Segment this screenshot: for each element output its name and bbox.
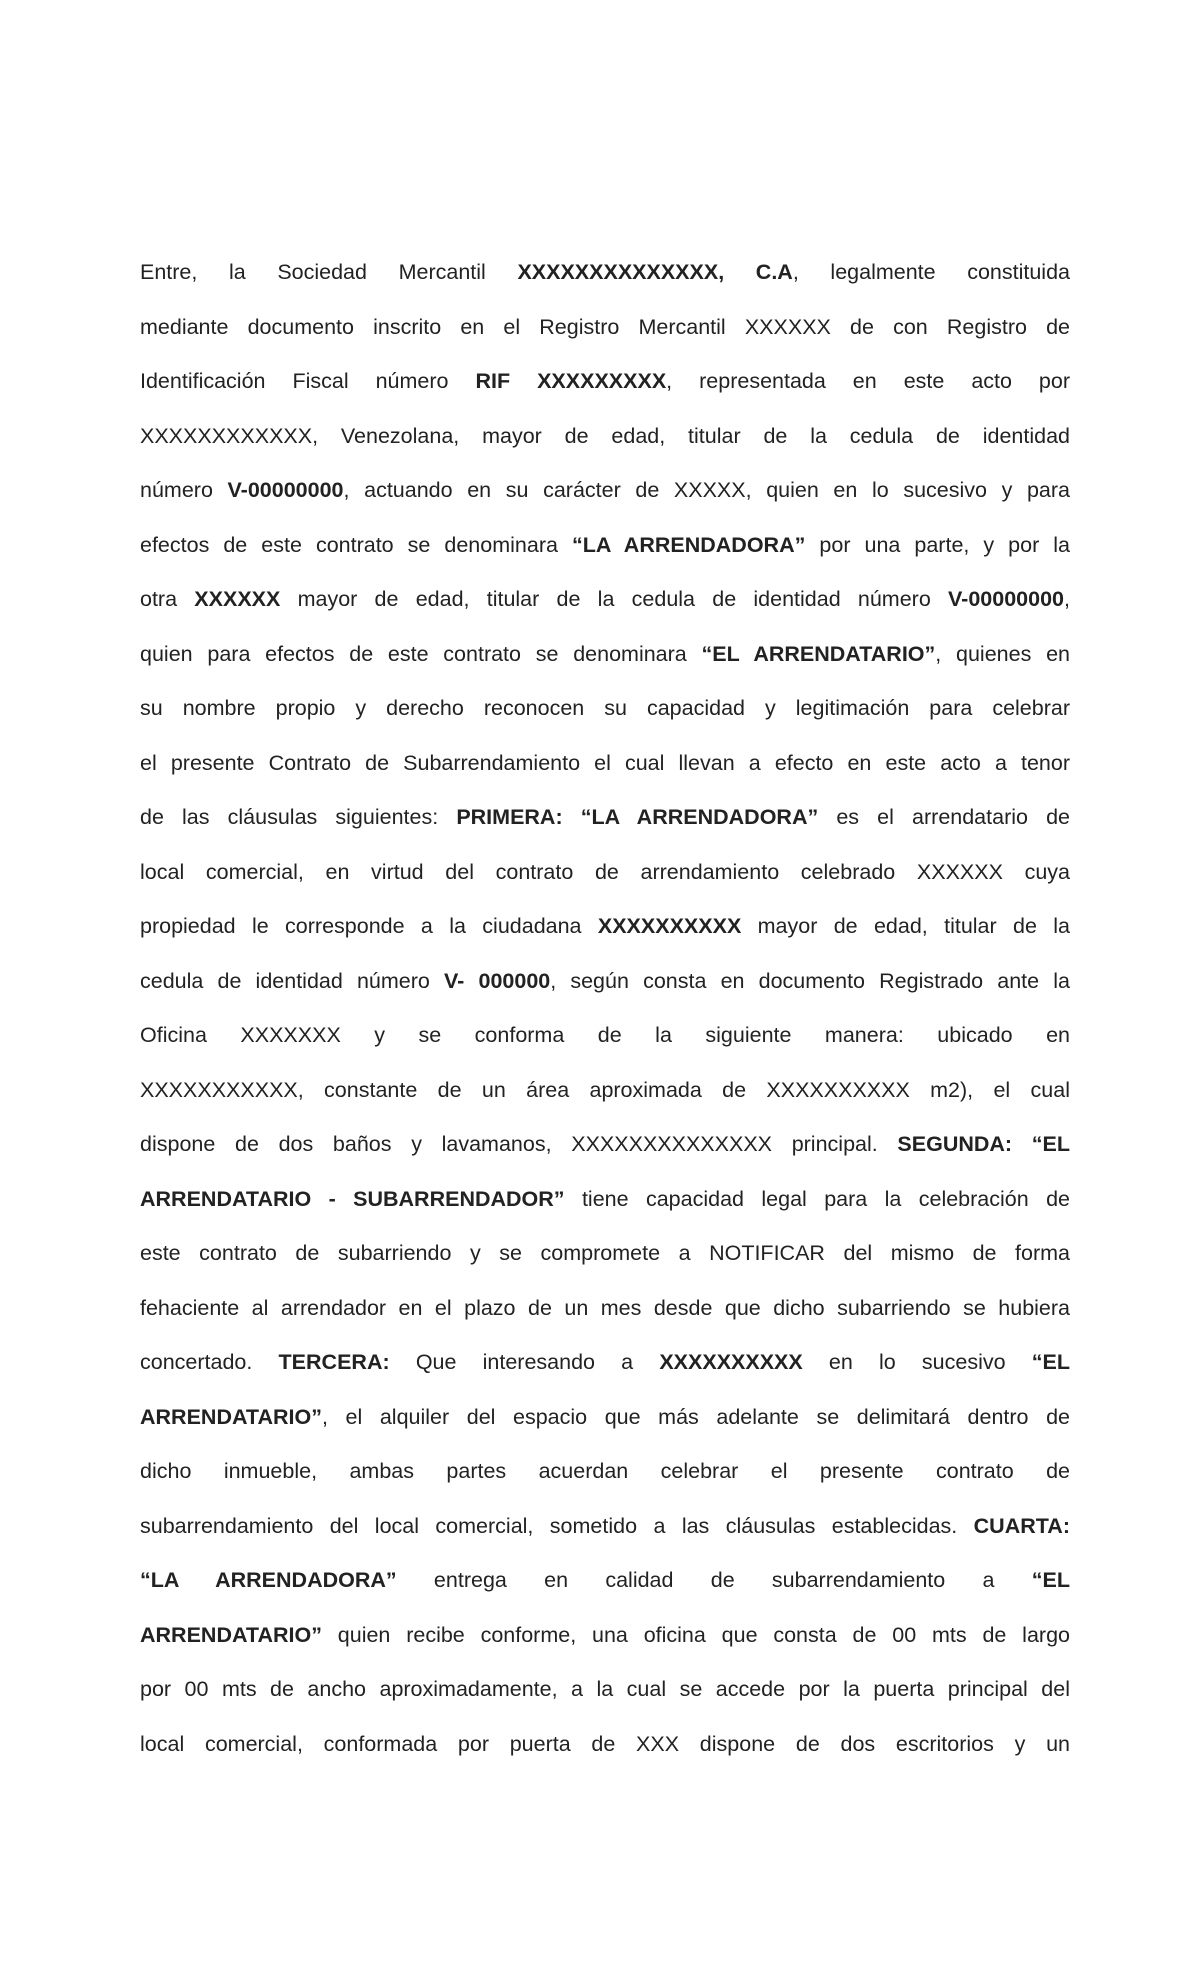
text-run: otra [140, 587, 195, 611]
text-line [140, 409, 1070, 464]
bold-text-run: ARRENDATARIO” [140, 1404, 322, 1429]
text-run: por una parte, y por la [805, 532, 1071, 557]
text-line [140, 1226, 1070, 1281]
text-run: su nombre propio y derecho reconocen su capacidad y legitimación para celebrar [140, 696, 1070, 720]
text-line [140, 1063, 1070, 1118]
text-line [140, 1553, 1070, 1608]
text-run: mayor de edad, titular de la [741, 914, 1071, 938]
bold-text-run: CUARTA: [973, 1513, 1070, 1538]
text-line [140, 1499, 1070, 1554]
text-run: XXXXXXXXXXX, constante de un área aproximada de XXXXXXXXXX m2), el cual [140, 1077, 1070, 1102]
bold-text-run: TERCERA: [278, 1350, 390, 1374]
bold-text-run: SEGUNDA: “EL [897, 1132, 1070, 1156]
text-line [140, 899, 1070, 954]
text-run: dispone de dos baños y lavamanos, XXXXXXXXXXXXXX principal. [140, 1132, 898, 1156]
bold-text-run: XXXXXXXXXXXXXX, C.A [517, 260, 793, 284]
text-line [140, 1117, 1070, 1172]
text-run: este contrato de subarriendo y se compromete a NOTIFICAR del mismo de forma [140, 1241, 1070, 1265]
text-run: , representada en este acto por [666, 369, 1071, 393]
bold-text-run: PRIMERA: “LA ARRENDADORA” [456, 805, 819, 829]
text-run: , según consta en documento Registrado ante la [550, 968, 1070, 993]
text-run: Identificación Fiscal número [140, 369, 476, 393]
text-run: número [140, 478, 228, 502]
bold-text-run: V-00000000 [227, 478, 344, 502]
text-run: de las cláusulas siguientes: [140, 805, 457, 829]
text-run: , actuando en su carácter de XXXXX, quien en lo sucesivo y para [343, 478, 1070, 502]
bold-text-run: RIF XXXXXXXXX [475, 369, 667, 393]
text-line [140, 736, 1070, 791]
text-line [140, 354, 1070, 409]
text-run: , [1064, 587, 1070, 611]
text-run: mediante documento inscrito en el Registro Mercantil XXXXXX de con Registro de [140, 314, 1070, 339]
text-line [140, 1172, 1070, 1227]
bold-text-run: XXXXXX [194, 587, 281, 611]
text-run: , el alquiler del espacio que más adelante se delimitará dentro de [321, 1404, 1070, 1429]
text-run: por 00 mts de ancho aproximadamente, a la cual se accede por la puerta principal del [140, 1677, 1070, 1701]
text-line [140, 518, 1070, 573]
text-line [140, 572, 1070, 627]
bold-text-run: ARRENDATARIO” [140, 1622, 322, 1647]
text-line [140, 300, 1070, 355]
bold-text-run: XXXXXXXXXX [659, 1350, 803, 1374]
text-line [140, 1281, 1070, 1336]
bold-text-run: “EL [1031, 1350, 1070, 1374]
text-line [140, 681, 1070, 736]
text-run: dicho inmueble, ambas partes acuerdan celebrar el presente contrato de [140, 1459, 1070, 1483]
bold-text-run: “EL ARRENDATARIO” [701, 641, 936, 666]
text-run: efectos de este contrato se denominara [140, 532, 572, 557]
text-line [140, 790, 1070, 845]
bold-text-run: “EL [1031, 1568, 1070, 1592]
text-run: local comercial, conformada por puerta de XXX dispone de dos escritorios y un [140, 1731, 1070, 1756]
text-line [140, 1608, 1070, 1663]
text-run: , legalmente constituida [792, 260, 1070, 284]
text-line [140, 845, 1070, 900]
text-run: subarrendamiento del local comercial, sometido a las cláusulas establecidas. [140, 1513, 974, 1538]
text-line [140, 1662, 1070, 1717]
text-line [140, 245, 1070, 300]
text-line [140, 1390, 1070, 1445]
text-line [140, 954, 1070, 1009]
text-run: mayor de edad, titular de la cedula de identidad número [280, 587, 949, 611]
text-line [140, 1444, 1070, 1499]
text-line [140, 1008, 1070, 1063]
text-run: quien para efectos de este contrato se denominara [140, 641, 702, 666]
text-run: , quienes en [935, 641, 1071, 666]
text-run: concertado. [140, 1350, 279, 1374]
text-run: entrega en calidad de subarrendamiento a [396, 1568, 1032, 1592]
text-run: quien recibe conforme, una oficina que consta de 00 mts de largo [321, 1622, 1070, 1647]
bold-text-run: XXXXXXXXXX [597, 914, 742, 938]
text-line [140, 627, 1070, 682]
text-run: Oficina XXXXXXX y se conforma de la siguiente manera: ubicado en [140, 1023, 1070, 1047]
bold-text-run: V-00000000 [948, 587, 1065, 611]
bold-text-run: “LA ARRENDADORA” [140, 1568, 397, 1592]
text-run: en lo sucesivo [802, 1350, 1032, 1374]
text-run: Entre, la Sociedad Mercantil [140, 260, 518, 284]
text-run: es el arrendatario de [818, 805, 1071, 829]
text-line [140, 1717, 1070, 1772]
text-run: fehaciente al arrendador en el plazo de un mes desde que dicho subarriendo se hubiera [140, 1295, 1070, 1320]
bold-text-run: “LA ARRENDADORA” [571, 532, 806, 557]
text-run: propiedad le corresponde a la ciudadana [140, 914, 598, 938]
bold-text-run: ARRENDATARIO - SUBARRENDADOR” [140, 1186, 565, 1211]
text-run: XXXXXXXXXXXX, Venezolana, mayor de edad, titular de la cedula de identidad [140, 423, 1070, 448]
text-run: Que interesando a [389, 1350, 660, 1374]
text-run: el presente Contrato de Subarrendamiento el cual llevan a efecto en este acto a tenor [140, 750, 1070, 775]
bold-text-run: V- 000000 [444, 968, 551, 993]
text-run: local comercial, en virtud del contrato de arrendamiento celebrado XXXXXX cuya [140, 859, 1070, 884]
text-line [140, 463, 1070, 518]
text-run: tiene capacidad legal para la celebración de [564, 1186, 1070, 1211]
contract-body-text [140, 245, 1070, 1771]
text-line [140, 1335, 1070, 1390]
text-run: cedula de identidad número [140, 968, 445, 993]
